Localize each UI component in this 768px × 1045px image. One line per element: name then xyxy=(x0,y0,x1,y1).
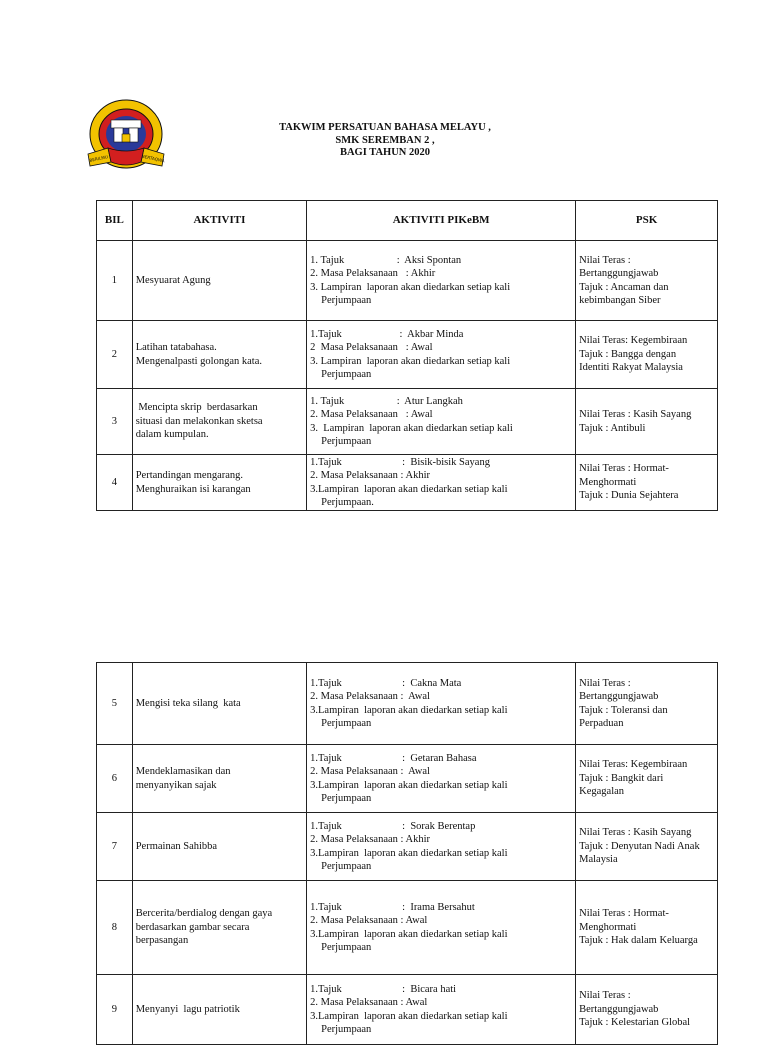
row-number: 3 xyxy=(97,389,133,455)
title-line-2: SMK SEREMBAN 2 , xyxy=(335,134,435,146)
pikebm-cell xyxy=(307,321,576,389)
pikebm-line: 2. Masa Pelaksanaan : Awal xyxy=(310,915,428,926)
pikebm-line: 1.Tajuk : Bicara hati xyxy=(310,983,457,995)
activity-text: Mesyuarat Agung xyxy=(135,274,211,286)
psk-cell xyxy=(576,663,718,745)
psk-cell xyxy=(576,241,718,321)
pikebm-line: Perjumpaan xyxy=(321,295,372,306)
title-line-1: TAKWIM PERSATUAN BAHASA MELAYU , xyxy=(279,122,491,133)
row-number: 6 xyxy=(97,745,133,813)
row-number: 7 xyxy=(97,813,133,881)
column-header-pikebm: AKTIVITI PIKeBM xyxy=(307,201,576,241)
pikebm-line: 3.Lampiran laporan akan diedarkan setiap kali xyxy=(310,928,508,940)
psk-text: Nilai Teras : Hormat- xyxy=(579,463,669,475)
psk-text: Nilai Teras : xyxy=(579,990,631,1002)
pikebm-line: 1. Tajuk : Aksi Spontan xyxy=(310,254,462,266)
psk-text: Bertanggungjawab xyxy=(579,1003,659,1015)
table-row xyxy=(97,455,718,511)
pikebm-line: 2. Masa Pelaksanaan : Awal xyxy=(310,766,430,777)
psk-cell xyxy=(576,389,718,455)
activity-cell xyxy=(132,321,306,389)
activity-text: Latihan tatabahasa. xyxy=(135,342,217,353)
pikebm-line: Perjumpaan xyxy=(321,861,372,872)
psk-cell xyxy=(576,455,718,511)
row-number: 9 xyxy=(97,975,133,1045)
psk-text: Nilai Teras: Kegembiraan xyxy=(579,335,688,347)
psk-cell xyxy=(576,321,718,389)
pikebm-line: 1.Tajuk : Getaran Bahasa xyxy=(310,752,477,764)
pikebm-line: 3. Lampiran laporan akan diedarkan setiap kali xyxy=(310,281,511,293)
pikebm-line: Perjumpaan xyxy=(321,369,372,380)
pikebm-cell xyxy=(307,813,576,881)
pikebm-cell xyxy=(307,389,576,455)
activity-cell xyxy=(132,455,306,511)
pikebm-line: Perjumpaan. xyxy=(321,497,374,508)
psk-text: Tajuk : Bangkit dari xyxy=(579,772,664,784)
psk-text: Nilai Teras : Kasih Sayang xyxy=(579,409,692,420)
document-title xyxy=(240,122,530,160)
pikebm-line: 3.Lampiran laporan akan diedarkan setiap kali xyxy=(310,483,508,495)
psk-text: Bertanggungjawab xyxy=(579,691,659,702)
school-crest-logo xyxy=(78,94,174,180)
psk-text: Perpaduan xyxy=(579,718,624,729)
row-number: 5 xyxy=(97,663,133,745)
psk-text: Tajuk : Kelestarian Global xyxy=(579,1017,691,1029)
pikebm-line: Perjumpaan xyxy=(321,436,372,447)
psk-text: Bertanggungjawab xyxy=(579,268,659,279)
pikebm-line: 2 Masa Pelaksanaan : Awal xyxy=(310,342,433,353)
activity-text: Permainan Sahibba xyxy=(135,840,218,852)
psk-text: Nilai Teras : xyxy=(579,254,631,266)
activity-text: Menghuraikan isi karangan xyxy=(135,483,251,495)
activity-text: Mendeklamasikan dan xyxy=(135,766,231,777)
title-line-3: BAGI TAHUN 2020 xyxy=(339,147,431,158)
activity-text: Mengisi teka silang kata xyxy=(135,697,241,709)
pikebm-line: 2. Masa Pelaksanaan : Awal xyxy=(310,691,430,702)
pikebm-cell xyxy=(307,975,576,1045)
table-row xyxy=(97,745,718,813)
pikebm-line: Perjumpaan xyxy=(321,718,372,729)
activity-text: berpasangan xyxy=(135,935,189,947)
row-number: 8 xyxy=(97,881,133,975)
pikebm-line: 1.Tajuk : Sorak Berentap xyxy=(310,820,476,832)
activity-text: situasi dan melakonkan sketsa xyxy=(135,415,263,427)
activity-text: berdasarkan gambar secara xyxy=(135,921,250,933)
activity-text: Bercerita/berdialog dengan gaya xyxy=(135,908,273,920)
activity-cell xyxy=(132,663,306,745)
activity-cell xyxy=(132,241,306,321)
pikebm-line: 2. Masa Pelaksanaan : Akhir xyxy=(310,268,436,279)
activity-text: Mencipta skrip berdasarkan xyxy=(135,402,258,414)
table-row xyxy=(97,813,718,881)
activity-cell xyxy=(132,813,306,881)
pikebm-line: 3.Lampiran laporan akan diedarkan setiap kali xyxy=(310,847,508,859)
column-header-psk: PSK xyxy=(576,201,718,241)
calendar-table-part-1 xyxy=(96,200,718,511)
pikebm-cell xyxy=(307,881,576,975)
row-number: 1 xyxy=(97,241,133,321)
row-number: 2 xyxy=(97,321,133,389)
pikebm-cell xyxy=(307,663,576,745)
pikebm-line: 1. Tajuk : Atur Langkah xyxy=(310,395,463,407)
psk-text: Menghormati xyxy=(579,921,637,933)
psk-text: kebimbangan Siber xyxy=(579,295,661,306)
psk-text: Nilai Teras : Hormat- xyxy=(579,908,669,920)
pikebm-cell xyxy=(307,745,576,813)
svg-text:BERILMU: BERILMU xyxy=(89,154,109,163)
psk-text: Nilai Teras : xyxy=(579,677,631,689)
table-header-row xyxy=(97,201,718,241)
pikebm-line: Perjumpaan xyxy=(321,793,372,804)
activity-text: Mengenalpasti golongan kata. xyxy=(135,355,262,367)
pikebm-line: 2. Masa Pelaksanaan : Akhir xyxy=(310,834,430,845)
activity-cell xyxy=(132,745,306,813)
svg-text:BERTAQWA: BERTAQWA xyxy=(141,153,166,164)
pikebm-line: 2. Masa Pelaksanaan : Akhir xyxy=(310,470,430,481)
psk-text: Tajuk : Ancaman dan xyxy=(579,281,669,293)
psk-text: Nilai Teras: Kegembiraan xyxy=(579,759,688,771)
table-row xyxy=(97,241,718,321)
psk-text: Tajuk : Bangga dengan xyxy=(579,348,677,360)
table-row xyxy=(97,321,718,389)
table-row xyxy=(97,881,718,975)
psk-text: Identiti Rakyat Malaysia xyxy=(579,362,683,374)
pikebm-line: 1.Tajuk : Cakna Mata xyxy=(310,677,462,689)
row-number: 4 xyxy=(97,455,133,511)
column-header-aktiviti: AKTIVITI xyxy=(132,201,306,241)
psk-text: Nilai Teras : Kasih Sayang xyxy=(579,827,692,839)
psk-cell xyxy=(576,745,718,813)
psk-text: Tajuk : Denyutan Nadi Anak xyxy=(579,840,700,852)
pikebm-line: 3.Lampiran laporan akan diedarkan setiap kali xyxy=(310,704,508,716)
table-row xyxy=(97,389,718,455)
column-header-bil: BIL xyxy=(97,201,133,241)
psk-text: Malaysia xyxy=(579,854,618,866)
table-row xyxy=(97,975,718,1045)
psk-cell xyxy=(576,881,718,975)
psk-cell xyxy=(576,975,718,1045)
psk-text: Menghormati xyxy=(579,476,637,488)
pikebm-cell xyxy=(307,455,576,511)
pikebm-line: 1.Tajuk : Akbar Minda xyxy=(310,328,464,340)
activity-text: menyanyikan sajak xyxy=(135,779,217,791)
psk-text: Tajuk : Dunia Sejahtera xyxy=(579,490,679,502)
pikebm-line: 2. Masa Pelaksanaan : Awal xyxy=(310,997,428,1008)
activity-cell xyxy=(132,881,306,975)
psk-cell xyxy=(576,813,718,881)
calendar-table-part-2 xyxy=(96,662,718,1045)
pikebm-line: 3. Lampiran laporan akan diedarkan setiap kali xyxy=(310,355,511,367)
pikebm-line: 3.Lampiran laporan akan diedarkan setiap kali xyxy=(310,1010,508,1022)
psk-text: Tajuk : Hak dalam Keluarga xyxy=(579,935,698,947)
activity-cell xyxy=(132,389,306,455)
activity-text: Menyanyi lagu patriotik xyxy=(135,1003,240,1015)
pikebm-line: 1.Tajuk : Irama Bersahut xyxy=(310,901,475,913)
pikebm-line: 1.Tajuk : Bisik-bisik Sayang xyxy=(310,456,490,468)
psk-text: Kegagalan xyxy=(579,786,625,798)
table-row xyxy=(97,663,718,745)
activity-text: Pertandingan mengarang. xyxy=(135,470,244,481)
pikebm-line: Perjumpaan xyxy=(321,1024,372,1035)
pikebm-line: Perjumpaan xyxy=(321,942,372,953)
psk-text: Tajuk : Toleransi dan xyxy=(579,704,668,716)
pikebm-line: 3. Lampiran laporan akan diedarkan setiap kali xyxy=(310,422,513,434)
activity-text: dalam kumpulan. xyxy=(135,429,209,441)
pikebm-line: 2. Masa Pelaksanaan : Awal xyxy=(310,409,433,420)
pikebm-cell xyxy=(307,241,576,321)
pikebm-line: 3.Lampiran laporan akan diedarkan setiap kali xyxy=(310,779,508,791)
psk-text: Tajuk : Antibuli xyxy=(579,422,646,434)
activity-cell xyxy=(132,975,306,1045)
